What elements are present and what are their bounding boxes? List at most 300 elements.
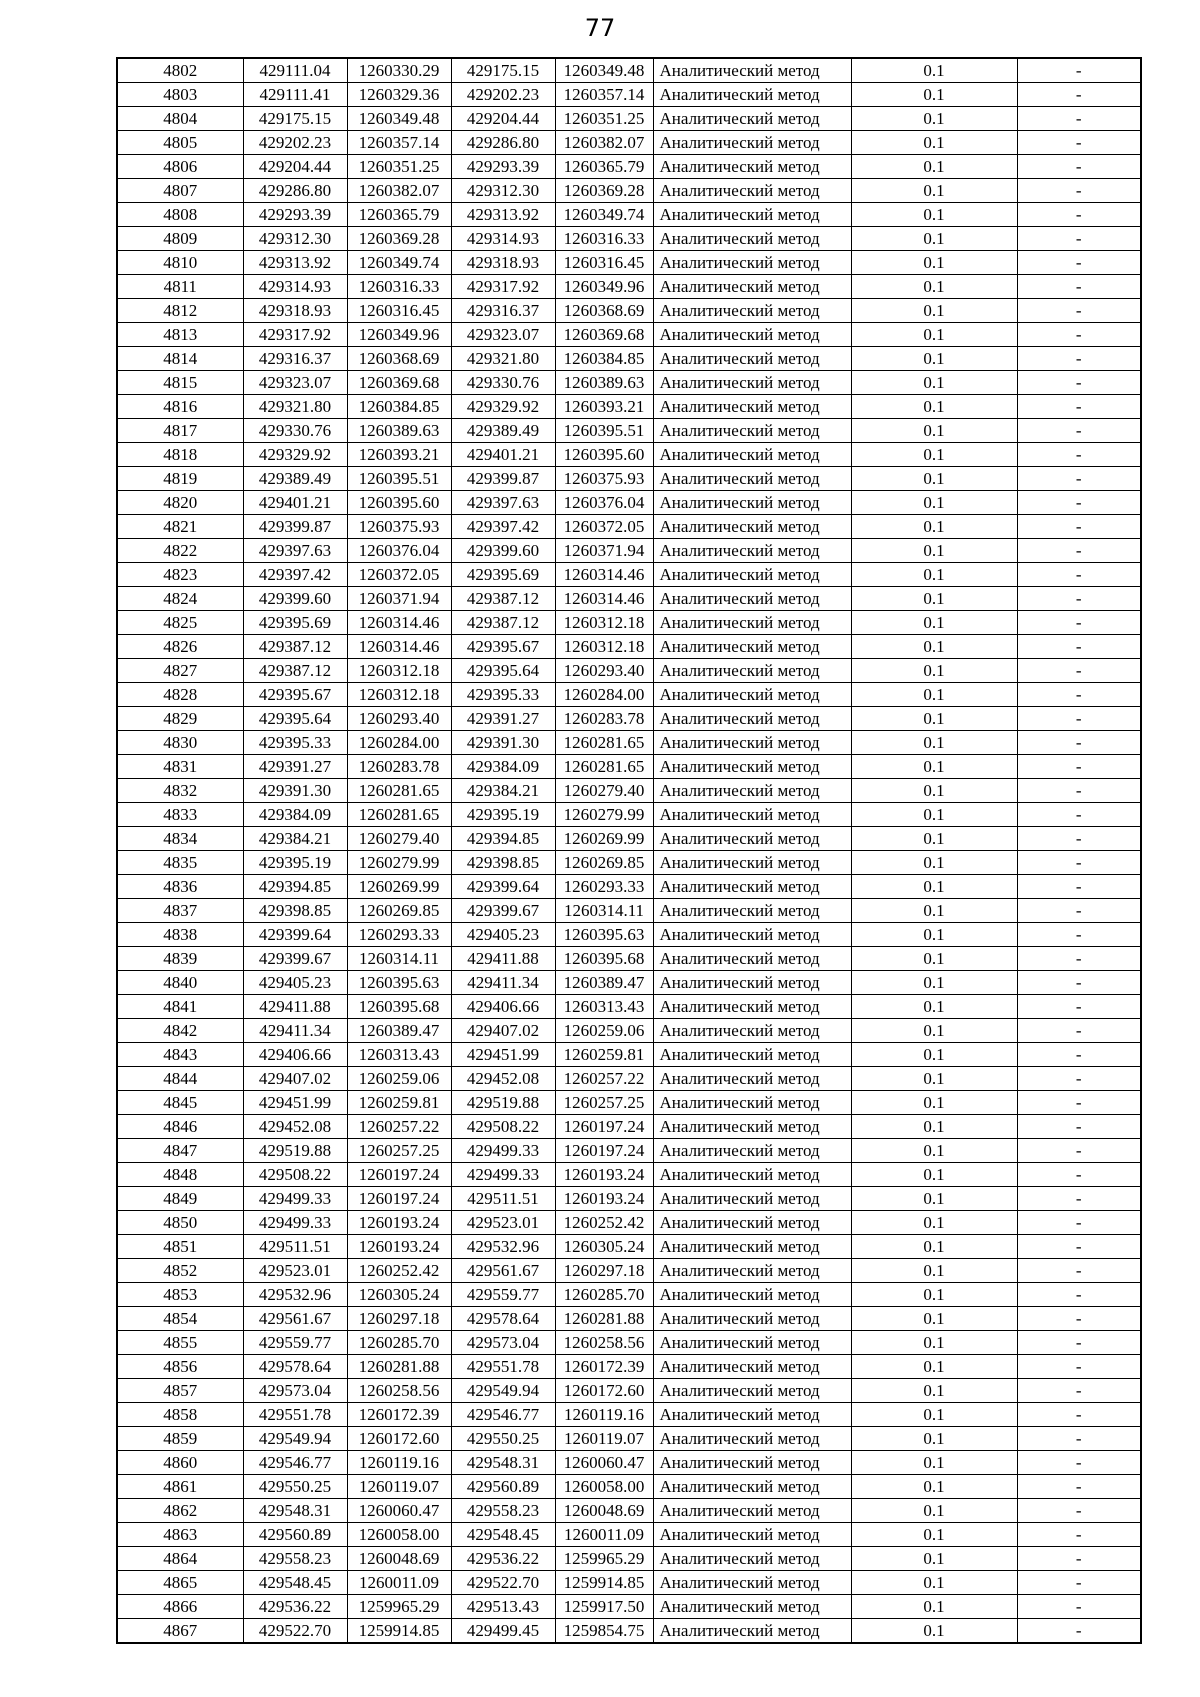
x1-cell: 429316.37	[243, 347, 347, 371]
y1-cell: 1260257.22	[347, 1115, 451, 1139]
x2-cell: 429175.15	[451, 58, 555, 83]
accuracy-cell: 0.1	[851, 1211, 1017, 1235]
y1-cell: 1260382.07	[347, 179, 451, 203]
method-cell: Аналитический метод	[653, 683, 851, 707]
y1-cell: 1260351.25	[347, 155, 451, 179]
note-cell: -	[1017, 1355, 1141, 1379]
point-number-cell: 4861	[117, 1475, 243, 1499]
x1-cell: 429111.04	[243, 58, 347, 83]
x1-cell: 429407.02	[243, 1067, 347, 1091]
table-row	[117, 1019, 1141, 1043]
y2-cell: 1260349.96	[555, 275, 653, 299]
table-row	[117, 179, 1141, 203]
page-number: 77	[584, 14, 616, 42]
table-row	[117, 58, 1141, 83]
note-cell: -	[1017, 299, 1141, 323]
note-cell: -	[1017, 923, 1141, 947]
note-cell: -	[1017, 1187, 1141, 1211]
method-cell: Аналитический метод	[653, 419, 851, 443]
table-row	[117, 227, 1141, 251]
x1-cell: 429395.33	[243, 731, 347, 755]
note-cell: -	[1017, 1139, 1141, 1163]
x1-cell: 429395.69	[243, 611, 347, 635]
method-cell: Аналитический метод	[653, 251, 851, 275]
point-number-cell: 4867	[117, 1619, 243, 1644]
y1-cell: 1260395.68	[347, 995, 451, 1019]
accuracy-cell: 0.1	[851, 467, 1017, 491]
table-row	[117, 107, 1141, 131]
coordinates-table	[116, 57, 1142, 1644]
accuracy-cell: 0.1	[851, 1259, 1017, 1283]
note-cell: -	[1017, 659, 1141, 683]
accuracy-cell: 0.1	[851, 275, 1017, 299]
y1-cell: 1260285.70	[347, 1331, 451, 1355]
accuracy-cell: 0.1	[851, 371, 1017, 395]
point-number-cell: 4864	[117, 1547, 243, 1571]
x2-cell: 429523.01	[451, 1211, 555, 1235]
accuracy-cell: 0.1	[851, 1523, 1017, 1547]
x2-cell: 429399.60	[451, 539, 555, 563]
table-row	[117, 947, 1141, 971]
x2-cell: 429499.45	[451, 1619, 555, 1644]
table-row	[117, 995, 1141, 1019]
y1-cell: 1260119.16	[347, 1451, 451, 1475]
y1-cell: 1260259.81	[347, 1091, 451, 1115]
table-row	[117, 1475, 1141, 1499]
table-row	[117, 779, 1141, 803]
accuracy-cell: 0.1	[851, 107, 1017, 131]
x1-cell: 429204.44	[243, 155, 347, 179]
x2-cell: 429401.21	[451, 443, 555, 467]
point-number-cell: 4849	[117, 1187, 243, 1211]
x1-cell: 429499.33	[243, 1187, 347, 1211]
method-cell: Аналитический метод	[653, 1283, 851, 1307]
x2-cell: 429317.92	[451, 275, 555, 299]
x1-cell: 429561.67	[243, 1307, 347, 1331]
y2-cell: 1260314.46	[555, 587, 653, 611]
note-cell: -	[1017, 1499, 1141, 1523]
x2-cell: 429399.64	[451, 875, 555, 899]
y1-cell: 1260312.18	[347, 659, 451, 683]
y1-cell: 1260119.07	[347, 1475, 451, 1499]
note-cell: -	[1017, 1451, 1141, 1475]
method-cell: Аналитический метод	[653, 1307, 851, 1331]
method-cell: Аналитический метод	[653, 1523, 851, 1547]
x2-cell: 429313.92	[451, 203, 555, 227]
y1-cell: 1260376.04	[347, 539, 451, 563]
accuracy-cell: 0.1	[851, 1019, 1017, 1043]
table-row	[117, 1091, 1141, 1115]
y2-cell: 1260279.99	[555, 803, 653, 827]
x1-cell: 429384.09	[243, 803, 347, 827]
table-row	[117, 83, 1141, 107]
y2-cell: 1260384.85	[555, 347, 653, 371]
accuracy-cell: 0.1	[851, 1187, 1017, 1211]
y1-cell: 1260048.69	[347, 1547, 451, 1571]
x2-cell: 429391.27	[451, 707, 555, 731]
method-cell: Аналитический метод	[653, 827, 851, 851]
method-cell: Аналитический метод	[653, 1211, 851, 1235]
x2-cell: 429312.30	[451, 179, 555, 203]
y1-cell: 1260365.79	[347, 203, 451, 227]
x1-cell: 429499.33	[243, 1211, 347, 1235]
method-cell: Аналитический метод	[653, 1163, 851, 1187]
method-cell: Аналитический метод	[653, 539, 851, 563]
x2-cell: 429508.22	[451, 1115, 555, 1139]
y1-cell: 1260279.99	[347, 851, 451, 875]
accuracy-cell: 0.1	[851, 203, 1017, 227]
x2-cell: 429532.96	[451, 1235, 555, 1259]
table-row	[117, 1523, 1141, 1547]
note-cell: -	[1017, 83, 1141, 107]
accuracy-cell: 0.1	[851, 755, 1017, 779]
table-row	[117, 443, 1141, 467]
table-row	[117, 1547, 1141, 1571]
accuracy-cell: 0.1	[851, 947, 1017, 971]
y1-cell: 1260269.99	[347, 875, 451, 899]
table-row	[117, 275, 1141, 299]
table-row	[117, 707, 1141, 731]
x1-cell: 429546.77	[243, 1451, 347, 1475]
y2-cell: 1260257.25	[555, 1091, 653, 1115]
x1-cell: 429406.66	[243, 1043, 347, 1067]
point-number-cell: 4847	[117, 1139, 243, 1163]
note-cell: -	[1017, 1595, 1141, 1619]
table-row	[117, 1283, 1141, 1307]
x2-cell: 429202.23	[451, 83, 555, 107]
y2-cell: 1260258.56	[555, 1331, 653, 1355]
x2-cell: 429522.70	[451, 1571, 555, 1595]
table-row	[117, 1595, 1141, 1619]
x1-cell: 429399.67	[243, 947, 347, 971]
table-row	[117, 851, 1141, 875]
note-cell: -	[1017, 803, 1141, 827]
accuracy-cell: 0.1	[851, 851, 1017, 875]
x1-cell: 429398.85	[243, 899, 347, 923]
accuracy-cell: 0.1	[851, 1499, 1017, 1523]
x1-cell: 429314.93	[243, 275, 347, 299]
point-number-cell: 4857	[117, 1379, 243, 1403]
method-cell: Аналитический метод	[653, 347, 851, 371]
y2-cell: 1260351.25	[555, 107, 653, 131]
x1-cell: 429399.60	[243, 587, 347, 611]
y2-cell: 1260293.40	[555, 659, 653, 683]
y1-cell: 1260395.60	[347, 491, 451, 515]
table-row	[117, 467, 1141, 491]
note-cell: -	[1017, 1115, 1141, 1139]
x1-cell: 429522.70	[243, 1619, 347, 1644]
point-number-cell: 4822	[117, 539, 243, 563]
y1-cell: 1260349.74	[347, 251, 451, 275]
table-row	[117, 587, 1141, 611]
point-number-cell: 4804	[117, 107, 243, 131]
point-number-cell: 4803	[117, 83, 243, 107]
y2-cell: 1260281.65	[555, 755, 653, 779]
y2-cell: 1260313.43	[555, 995, 653, 1019]
method-cell: Аналитический метод	[653, 851, 851, 875]
table-row	[117, 803, 1141, 827]
method-cell: Аналитический метод	[653, 1259, 851, 1283]
y1-cell: 1260257.25	[347, 1139, 451, 1163]
accuracy-cell: 0.1	[851, 1163, 1017, 1187]
note-cell: -	[1017, 635, 1141, 659]
accuracy-cell: 0.1	[851, 923, 1017, 947]
x2-cell: 429395.33	[451, 683, 555, 707]
y2-cell: 1260269.99	[555, 827, 653, 851]
y2-cell: 1260293.33	[555, 875, 653, 899]
point-number-cell: 4815	[117, 371, 243, 395]
method-cell: Аналитический метод	[653, 875, 851, 899]
method-cell: Аналитический метод	[653, 899, 851, 923]
method-cell: Аналитический метод	[653, 1475, 851, 1499]
y2-cell: 1259917.50	[555, 1595, 653, 1619]
y2-cell: 1260119.07	[555, 1427, 653, 1451]
x1-cell: 429508.22	[243, 1163, 347, 1187]
point-number-cell: 4805	[117, 131, 243, 155]
method-cell: Аналитический метод	[653, 131, 851, 155]
point-number-cell: 4837	[117, 899, 243, 923]
accuracy-cell: 0.1	[851, 971, 1017, 995]
method-cell: Аналитический метод	[653, 467, 851, 491]
y2-cell: 1260284.00	[555, 683, 653, 707]
x1-cell: 429411.88	[243, 995, 347, 1019]
y1-cell: 1260293.33	[347, 923, 451, 947]
method-cell: Аналитический метод	[653, 587, 851, 611]
y2-cell: 1260372.05	[555, 515, 653, 539]
x2-cell: 429511.51	[451, 1187, 555, 1211]
method-cell: Аналитический метод	[653, 491, 851, 515]
y2-cell: 1260058.00	[555, 1475, 653, 1499]
x2-cell: 429204.44	[451, 107, 555, 131]
y1-cell: 1260314.46	[347, 635, 451, 659]
note-cell: -	[1017, 179, 1141, 203]
y2-cell: 1260395.60	[555, 443, 653, 467]
table-row	[117, 1499, 1141, 1523]
note-cell: -	[1017, 155, 1141, 179]
table-row	[117, 515, 1141, 539]
point-number-cell: 4824	[117, 587, 243, 611]
table-row	[117, 683, 1141, 707]
note-cell: -	[1017, 203, 1141, 227]
point-number-cell: 4843	[117, 1043, 243, 1067]
x1-cell: 429401.21	[243, 491, 347, 515]
method-cell: Аналитический метод	[653, 227, 851, 251]
y1-cell: 1260197.24	[347, 1163, 451, 1187]
y1-cell: 1260316.33	[347, 275, 451, 299]
accuracy-cell: 0.1	[851, 683, 1017, 707]
accuracy-cell: 0.1	[851, 179, 1017, 203]
x2-cell: 429405.23	[451, 923, 555, 947]
method-cell: Аналитический метод	[653, 443, 851, 467]
x2-cell: 429398.85	[451, 851, 555, 875]
note-cell: -	[1017, 1619, 1141, 1644]
y1-cell: 1260389.63	[347, 419, 451, 443]
table-row	[117, 1427, 1141, 1451]
table-row	[117, 1211, 1141, 1235]
y1-cell: 1260297.18	[347, 1307, 451, 1331]
table-row	[117, 1403, 1141, 1427]
point-number-cell: 4852	[117, 1259, 243, 1283]
y1-cell: 1260193.24	[347, 1235, 451, 1259]
table-row	[117, 923, 1141, 947]
x2-cell: 429399.67	[451, 899, 555, 923]
accuracy-cell: 0.1	[851, 899, 1017, 923]
note-cell: -	[1017, 1379, 1141, 1403]
point-number-cell: 4823	[117, 563, 243, 587]
method-cell: Аналитический метод	[653, 1091, 851, 1115]
method-cell: Аналитический метод	[653, 1499, 851, 1523]
accuracy-cell: 0.1	[851, 299, 1017, 323]
table-row	[117, 1259, 1141, 1283]
x1-cell: 429323.07	[243, 371, 347, 395]
y1-cell: 1260372.05	[347, 563, 451, 587]
y2-cell: 1260316.33	[555, 227, 653, 251]
y2-cell: 1260285.70	[555, 1283, 653, 1307]
y2-cell: 1259914.85	[555, 1571, 653, 1595]
point-number-cell: 4836	[117, 875, 243, 899]
method-cell: Аналитический метод	[653, 995, 851, 1019]
x1-cell: 429384.21	[243, 827, 347, 851]
note-cell: -	[1017, 323, 1141, 347]
x2-cell: 429318.93	[451, 251, 555, 275]
method-cell: Аналитический метод	[653, 371, 851, 395]
y2-cell: 1260395.68	[555, 947, 653, 971]
x2-cell: 429452.08	[451, 1067, 555, 1091]
y1-cell: 1260283.78	[347, 755, 451, 779]
point-number-cell: 4813	[117, 323, 243, 347]
accuracy-cell: 0.1	[851, 1235, 1017, 1259]
method-cell: Аналитический метод	[653, 1331, 851, 1355]
y1-cell: 1260312.18	[347, 683, 451, 707]
method-cell: Аналитический метод	[653, 299, 851, 323]
x1-cell: 429519.88	[243, 1139, 347, 1163]
note-cell: -	[1017, 1475, 1141, 1499]
x1-cell: 429397.42	[243, 563, 347, 587]
x1-cell: 429559.77	[243, 1331, 347, 1355]
note-cell: -	[1017, 251, 1141, 275]
x1-cell: 429551.78	[243, 1403, 347, 1427]
method-cell: Аналитический метод	[653, 1547, 851, 1571]
method-cell: Аналитический метод	[653, 515, 851, 539]
x1-cell: 429293.39	[243, 203, 347, 227]
accuracy-cell: 0.1	[851, 1475, 1017, 1499]
x2-cell: 429499.33	[451, 1139, 555, 1163]
x2-cell: 429573.04	[451, 1331, 555, 1355]
y2-cell: 1260357.14	[555, 83, 653, 107]
y2-cell: 1260257.22	[555, 1067, 653, 1091]
table-row	[117, 563, 1141, 587]
point-number-cell: 4820	[117, 491, 243, 515]
x1-cell: 429532.96	[243, 1283, 347, 1307]
table-row	[117, 1571, 1141, 1595]
table-row	[117, 1043, 1141, 1067]
x1-cell: 429511.51	[243, 1235, 347, 1259]
point-number-cell: 4832	[117, 779, 243, 803]
y1-cell: 1260011.09	[347, 1571, 451, 1595]
method-cell: Аналитический метод	[653, 1427, 851, 1451]
x1-cell: 429313.92	[243, 251, 347, 275]
point-number-cell: 4841	[117, 995, 243, 1019]
accuracy-cell: 0.1	[851, 443, 1017, 467]
point-number-cell: 4839	[117, 947, 243, 971]
point-number-cell: 4816	[117, 395, 243, 419]
table-row	[117, 611, 1141, 635]
point-number-cell: 4808	[117, 203, 243, 227]
accuracy-cell: 0.1	[851, 635, 1017, 659]
accuracy-cell: 0.1	[851, 659, 1017, 683]
point-number-cell: 4855	[117, 1331, 243, 1355]
note-cell: -	[1017, 443, 1141, 467]
point-number-cell: 4821	[117, 515, 243, 539]
y2-cell: 1260269.85	[555, 851, 653, 875]
table-row	[117, 1307, 1141, 1331]
note-cell: -	[1017, 1211, 1141, 1235]
x1-cell: 429536.22	[243, 1595, 347, 1619]
point-number-cell: 4858	[117, 1403, 243, 1427]
y2-cell: 1260172.39	[555, 1355, 653, 1379]
x2-cell: 429406.66	[451, 995, 555, 1019]
note-cell: -	[1017, 1307, 1141, 1331]
x1-cell: 429111.41	[243, 83, 347, 107]
y1-cell: 1260269.85	[347, 899, 451, 923]
y1-cell: 1260369.68	[347, 371, 451, 395]
method-cell: Аналитический метод	[653, 275, 851, 299]
x2-cell: 429397.42	[451, 515, 555, 539]
y1-cell: 1260349.96	[347, 323, 451, 347]
y2-cell: 1260369.28	[555, 179, 653, 203]
x1-cell: 429317.92	[243, 323, 347, 347]
accuracy-cell: 0.1	[851, 1619, 1017, 1644]
note-cell: -	[1017, 1427, 1141, 1451]
y2-cell: 1260283.78	[555, 707, 653, 731]
method-cell: Аналитический метод	[653, 1379, 851, 1403]
method-cell: Аналитический метод	[653, 83, 851, 107]
x1-cell: 429387.12	[243, 659, 347, 683]
accuracy-cell: 0.1	[851, 1547, 1017, 1571]
accuracy-cell: 0.1	[851, 131, 1017, 155]
accuracy-cell: 0.1	[851, 347, 1017, 371]
y1-cell: 1260329.36	[347, 83, 451, 107]
accuracy-cell: 0.1	[851, 323, 1017, 347]
x2-cell: 429399.87	[451, 467, 555, 491]
point-number-cell: 4817	[117, 419, 243, 443]
y2-cell: 1260316.45	[555, 251, 653, 275]
accuracy-cell: 0.1	[851, 1091, 1017, 1115]
y2-cell: 1260172.60	[555, 1379, 653, 1403]
x2-cell: 429536.22	[451, 1547, 555, 1571]
point-number-cell: 4826	[117, 635, 243, 659]
accuracy-cell: 0.1	[851, 995, 1017, 1019]
x2-cell: 429548.31	[451, 1451, 555, 1475]
method-cell: Аналитический метод	[653, 1235, 851, 1259]
table-row	[117, 347, 1141, 371]
method-cell: Аналитический метод	[653, 611, 851, 635]
accuracy-cell: 0.1	[851, 1139, 1017, 1163]
y2-cell: 1260197.24	[555, 1115, 653, 1139]
accuracy-cell: 0.1	[851, 587, 1017, 611]
x1-cell: 429549.94	[243, 1427, 347, 1451]
x1-cell: 429286.80	[243, 179, 347, 203]
point-number-cell: 4845	[117, 1091, 243, 1115]
x2-cell: 429293.39	[451, 155, 555, 179]
method-cell: Аналитический метод	[653, 203, 851, 227]
accuracy-cell: 0.1	[851, 251, 1017, 275]
y2-cell: 1260011.09	[555, 1523, 653, 1547]
note-cell: -	[1017, 1523, 1141, 1547]
method-cell: Аналитический метод	[653, 947, 851, 971]
point-number-cell: 4844	[117, 1067, 243, 1091]
accuracy-cell: 0.1	[851, 1331, 1017, 1355]
